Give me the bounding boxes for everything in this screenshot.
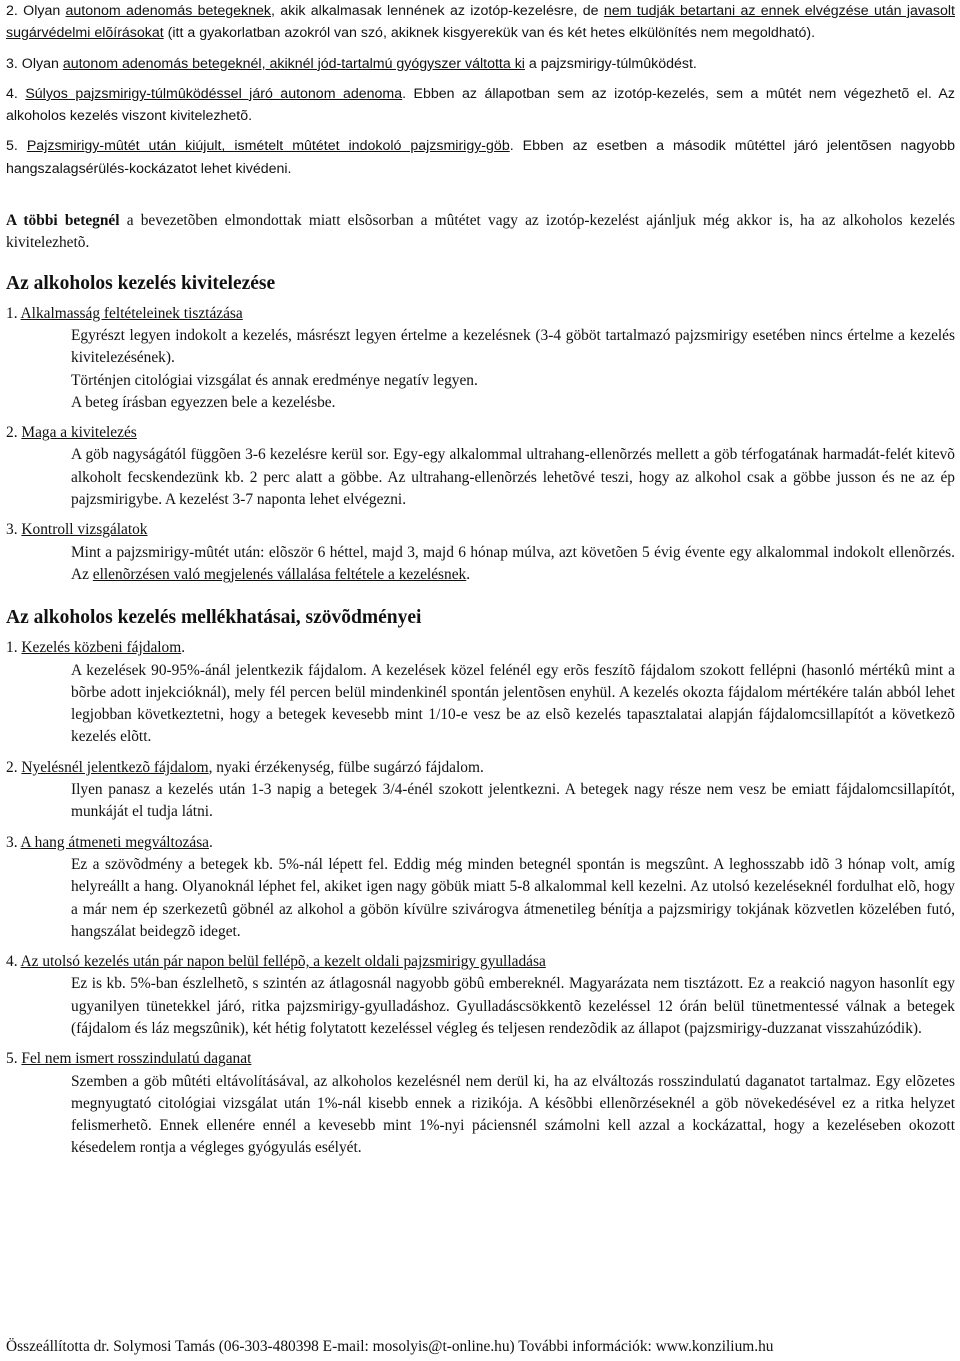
section-title-execution: Az alkoholos kezelés kivitelezése [6, 272, 276, 294]
item-number: 2. [6, 3, 18, 19]
page-footer: Összeállította dr. Solymosi Tamás (06-303-480398 E-mail: mosolyis@t-online.hu) További információk: www.konzilium.hu [6, 1338, 774, 1355]
item-number: 5. [6, 138, 18, 155]
item-number: 4. [6, 85, 18, 102]
other-patients-paragraph: A többi betegnél a bevezetõben elmondottak miatt elsõsorban a mûtétet vagy az izotóp-kezelést ajánljuk még akkor is, ha az alkoholos kezelés kivitelezhetõ. [6, 212, 955, 252]
paragraph: Szemben a göb mûtéti eltávolításával, az alkoholos kezelésnél nem derül ki, ha az elváltozás rosszindulatú daganatot tartalmaz. Egy elõzetes megnyugtató citológiai vizsgálat után 1%-nál kisebb ennek a rizikója. A késõbbi ellenõrzéseknél a göb növekedésével ez a ritka helyzet felismerhetõ. Ennek ellenére ennél a kevesebb mint 1%-nyi páciensnél számolni kell azzal a kockázattal, hogy a kezeléseben okozott késedelem rontja a végleges gyógyulás esélyét. [71, 1072, 955, 1157]
paragraph: Ilyen panasz a kezelés után 1-3 napig a betegek 3/4-énél szokott jelentkezni. A betegek nagy része nem vesz be emiatt fájdalomcsillapítót, munkáját el tudja látni. [71, 781, 955, 821]
side-effect-4-body [6, 973, 955, 1040]
side-effect-3-body [6, 854, 955, 943]
execution-item-2-heading: 2. Maga a kivitelezés [6, 424, 137, 442]
execution-item-3-body [6, 542, 955, 587]
section-title-side-effects: Az alkoholos kezelés mellékhatásai, szövõdményei [6, 607, 422, 629]
list-item-5: 5. Pajzsmirigy-mûtét után kiújult, ismételt mûtétet indokoló pajzsmirigy-göb. Ebben az esetben a második mûtéttel járó jelentõsen nagyobb hangszalagsérülés-kockázatot lehet kivédeni. [6, 138, 955, 177]
paragraph: Ez a szövõdmény a betegek kb. 5%-nál lépett fel. Eddig még minden betegnél spontán is megszûnt. A leghosszabb idõ 3 hónap volt, amíg helyreállt a hang. Olyanoknál léphet fel, akiket igen nagy göbük miatt 5-8 alkalommal kell kezelni. Az utolsó kezeléseknél fordulhat elõ, hogy a már nem ép szerkezetû göbnél az alkohol a göbön kívülre szivárogva átmenetileg bénítja a pajzsmirigy tokjának közvetlen közelében futó, hangszálat beidegzõ ideget. [71, 855, 955, 940]
side-effect-5-body [6, 1071, 955, 1160]
paragraph: A beteg írásban egyezzen bele a kezelésbe. [71, 393, 336, 411]
paragraph: Mint a pajzsmirigy-mûtét után: elõször 6 héttel, majd 3, majd 6 hónap múlva, azt követõen 5 évig évente egy alkalommal indokolt ellenõrzés. Az ellenõrzésen való megjelenés vállalása feltétele a kezelésnek. [71, 543, 955, 583]
side-effect-2-heading: 2. Nyelésnél jelentkezõ fájdalom, nyaki érzékenység, fülbe sugárzó fájdalom. [6, 758, 484, 776]
paragraph: A kezelések 90-95%-ánál jelentkezik fájdalom. A kezelések közel felénél egy erõs feszítõ fájdalom szokott fellépni (hasonló mértékû mint a bõrbe adott injekcióknál), mely fél percen belül mindenkinél spontán jelentõsen enyhül. A kezelés okozta fájdalom mértékére talán abból lehet legjobban következtetni, hogy a betegek kevesebb mint 1/10-e vesz be az elsõ kezelés tapasztalatai alapján fájdalomcsillapítót a következõ kezelés elõtt. [71, 661, 955, 746]
paragraph: Történjen citológiai vizsgálat és annak eredménye negatív legyen. [71, 371, 478, 389]
execution-item-3-heading: 3. Kontroll vizsgálatok [6, 521, 148, 539]
paragraph: A göb nagyságától függõen 3-6 kezelésre kerül sor. Egy-egy alkalommal ultrahang-ellenõrzés mellett a göb térfogatának harmadát-felét kitevõ alkoholt fecskendezünk kb. 2 perc alatt a göbbe. Az ultrahang-ellenõrzés lehetõvé teszi, hogy az alkohol csak a göbbe jusson és ne az ép pajzsmirigybe. A kezelést 3-7 naponta lehet elvégezni. [71, 446, 955, 509]
paragraph: Ez is kb. 5%-ban észlelhetõ, s szintén az átlagosnál nagyobb göbû embereknél. Magyarázata nem tisztázott. Ez a reakció nagyon hasonlít egy ugyanilyen tünetekkel járó, ritka pajzsmirigy-gyulladáshoz. Gyulladáscsökkentõ kezeléssel 12 órán belül tünetmentessé válnak a betegek (fájdalom és láz megszûnik), két hétig folytatott kezeléssel végleg és teljesen rendezõdik az állapot (pajzsmirigy-duzzanat visszahúzódik). [71, 975, 955, 1037]
item-number: 3. [6, 55, 18, 72]
paragraph: Egyrészt legyen indokolt a kezelés, másrészt legyen értelme a kezelésnek (3-4 göböt tartalmazó pajzsmirigy esetében nincs értelme a kezelés kivitelezésének). [71, 326, 955, 367]
side-effect-2-body [6, 779, 955, 824]
side-effect-3-heading: 3. A hang átmeneti megváltozása. [6, 833, 213, 851]
list-item-3: 3. Olyan autonom adenomás betegeknél, akiknél jód-tartalmú gyógyszer váltotta ki a pajzsmirigy-túlmûködést. [6, 55, 697, 72]
side-effect-4-heading: 4. Az utolsó kezelés után pár napon belül fellépõ, a kezelt oldali pajzsmirigy gyulladása [6, 953, 546, 971]
list-item-2: 2. Olyan autonom adenomás betegeknek, akik alkalmasak lennének az izotóp-kezelésre, de nem tudják betartani az ennek elvégzése után javasolt sugárvédelmi elõírásokat (itt a gyakorlatban azokról van szó, akiknek kisgyerekük van és két hetes elkülönítés nem megoldható). [6, 3, 955, 42]
side-effect-5-heading: 5. Fel nem ismert rosszindulatú daganat [6, 1050, 252, 1068]
side-effect-1-heading: 1. Kezelés közbeni fájdalom. [6, 639, 186, 657]
execution-item-1-body [6, 325, 955, 414]
list-item-4: 4. Súlyos pajzsmirigy-túlmûködéssel járó autonom adenoma. Ebben az állapotban sem az izotóp-kezelés, sem a mûtét nem végezhetõ el. Az alkoholos kezelés viszont kivitelezhetõ. [6, 85, 955, 125]
execution-item-2-body [6, 444, 955, 511]
execution-item-1-heading: 1. Alkalmasság feltételeinek tisztázása [6, 304, 243, 322]
side-effect-1-body [6, 660, 955, 749]
